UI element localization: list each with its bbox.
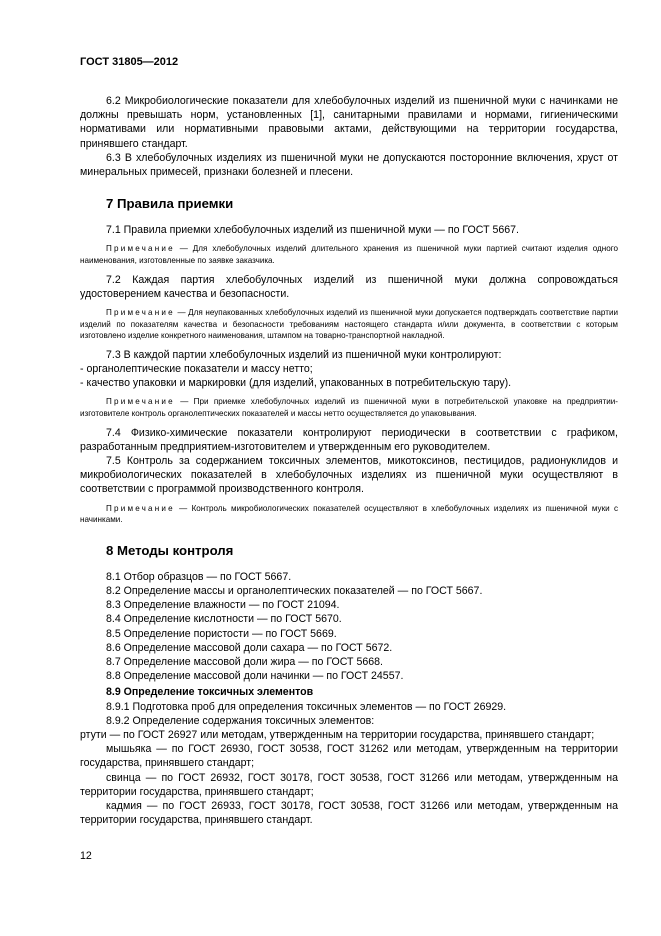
method-item: 8.2 Определение массы и органолептических показателей — по ГОСТ 5667. bbox=[106, 585, 483, 597]
paragraph-7-2: 7.2 Каждая партия хлебобулочных изделий из пшеничной муки должна сопровождаться удостоверением качества и безопасности. bbox=[80, 273, 618, 300]
note-text: — Контроль микробиологических показателей осуществляют в хлебобулочных изделиях из пшеничной муки с начинками. bbox=[80, 503, 618, 525]
element-lead: свинца — по ГОСТ 26932, ГОСТ 30178, ГОСТ 30538, ГОСТ 31266 или методам, утвержденным на территории государства, принявшего стандарт; bbox=[80, 771, 618, 798]
section-7-heading: 7 Правила приемки bbox=[106, 196, 234, 212]
paragraph-7-4: 7.4 Физико-химические показатели контролируют периодически в соответствии с графиком, разработанным предприятием-изготовителем и утвержденным его руководителем. bbox=[80, 426, 618, 453]
method-item: 8.6 Определение массовой доли сахара — по ГОСТ 5672. bbox=[106, 641, 393, 654]
element-mercury: ртути — по ГОСТ 26927 или методам, утвержденным на территории государства, принявшего стандарт; bbox=[80, 729, 595, 742]
list-item: - качество упаковки и маркировки (для изделий, упакованных в потребительскую тару). bbox=[80, 377, 512, 390]
note-text: — При приемке хлебобулочных изделий из пшеничной муки в потребительской упаковке на предприятии-изготовителе контроль органолептических показателей и массы нетто осуществляется до упаковывания. bbox=[80, 397, 618, 418]
document-body bbox=[80, 94, 618, 827]
note-7-1 bbox=[80, 243, 618, 266]
page-number: 12 bbox=[80, 850, 92, 862]
note-label: Примечание bbox=[106, 308, 175, 318]
section-8-heading: 8 Методы контроля bbox=[106, 542, 234, 558]
paragraph-6-3: 6.3 В хлебобулочных изделиях из пшеничной муки не допускаются посторонние включения, хруст от минеральных примесей, признаки болезней и плесени. bbox=[80, 151, 618, 179]
paragraph-7-5: 7.5 Контроль за содержанием токсичных элементов, микотоксинов, пестицидов, радионуклидов и микробиологических показателей в хлебобулочных изделиях из пшеничной муки осуществляют в соответствии с программой производственного контроля. bbox=[80, 455, 618, 496]
method-item: 8.1 Отбор образцов — по ГОСТ 5667. bbox=[106, 570, 292, 583]
subsection-8-9-heading: 8.9 Определение токсичных элементов bbox=[106, 686, 314, 699]
note-text: — Для неупакованных хлебобулочных изделий из пшеничной муки допускается подтверждать соответствие партии изделий по показателям качества и безопасности требованиям настоящего стандарта и/или документа, в соответствии с которым изготовлено изделие конкретного наименования, штампом на товарно-транспортной накладной. bbox=[80, 308, 618, 341]
method-item: 8.5 Определение пористости — по ГОСТ 5669. bbox=[106, 627, 337, 640]
method-item: 8.3 Определение влажности — по ГОСТ 21094. bbox=[106, 599, 340, 612]
note-label: Примечание bbox=[106, 244, 175, 254]
note-label: Примечание bbox=[106, 503, 175, 513]
paragraph-8-9-2: 8.9.2 Определение содержания токсичных элементов: bbox=[106, 714, 375, 727]
note-7-5 bbox=[80, 503, 618, 526]
document-header: ГОСТ 31805—2012 bbox=[80, 56, 179, 68]
paragraph-8-9-1: 8.9.1 Подготовка проб для определения токсичных элементов — по ГОСТ 26929. bbox=[106, 700, 507, 713]
method-item: 8.4 Определение кислотности — по ГОСТ 5670. bbox=[106, 613, 342, 626]
note-7-3 bbox=[80, 396, 618, 419]
note-label: Примечание bbox=[106, 397, 175, 407]
list-item: - органолептические показатели и массу нетто; bbox=[80, 363, 313, 375]
paragraph-7-1: 7.1 Правила приемки хлебобулочных изделий из пшеничной муки — по ГОСТ 5667. bbox=[106, 224, 520, 237]
paragraph-7-3: 7.3 В каждой партии хлебобулочных изделий из пшеничной муки контролируют: bbox=[106, 348, 502, 361]
element-arsenic: мышьяка — по ГОСТ 26930, ГОСТ 30538, ГОСТ 31262 или методам, утвержденным на территории государства, принявшего стандарт; bbox=[80, 743, 618, 770]
method-item: 8.8 Определение массовой доли начинки — по ГОСТ 24557. bbox=[106, 670, 404, 683]
element-cadmium: кадмия — по ГОСТ 26933, ГОСТ 30178, ГОСТ 30538, ГОСТ 31266 или методам, утвержденным на территории государства, принявшего стандарт. bbox=[80, 800, 618, 827]
note-7-2 bbox=[80, 307, 618, 342]
paragraph-6-2: 6.2 Микробиологические показатели для хлебобулочных изделий из пшеничной муки с начинками не должны превышать норм, установленных [1], санитарными правилами и нормами, гигиеническими нормативами или нормативными правовыми актами, действующими на территории государства, принявшего стандарт. bbox=[80, 95, 618, 150]
method-item: 8.7 Определение массовой доли жира — по ГОСТ 5668. bbox=[106, 656, 383, 669]
note-text: — Для хлебобулочных изделий длительного хранения из пшеничной муки партией считают изделия одного наименования, изготовленные по заявке заказчика. bbox=[80, 244, 618, 266]
